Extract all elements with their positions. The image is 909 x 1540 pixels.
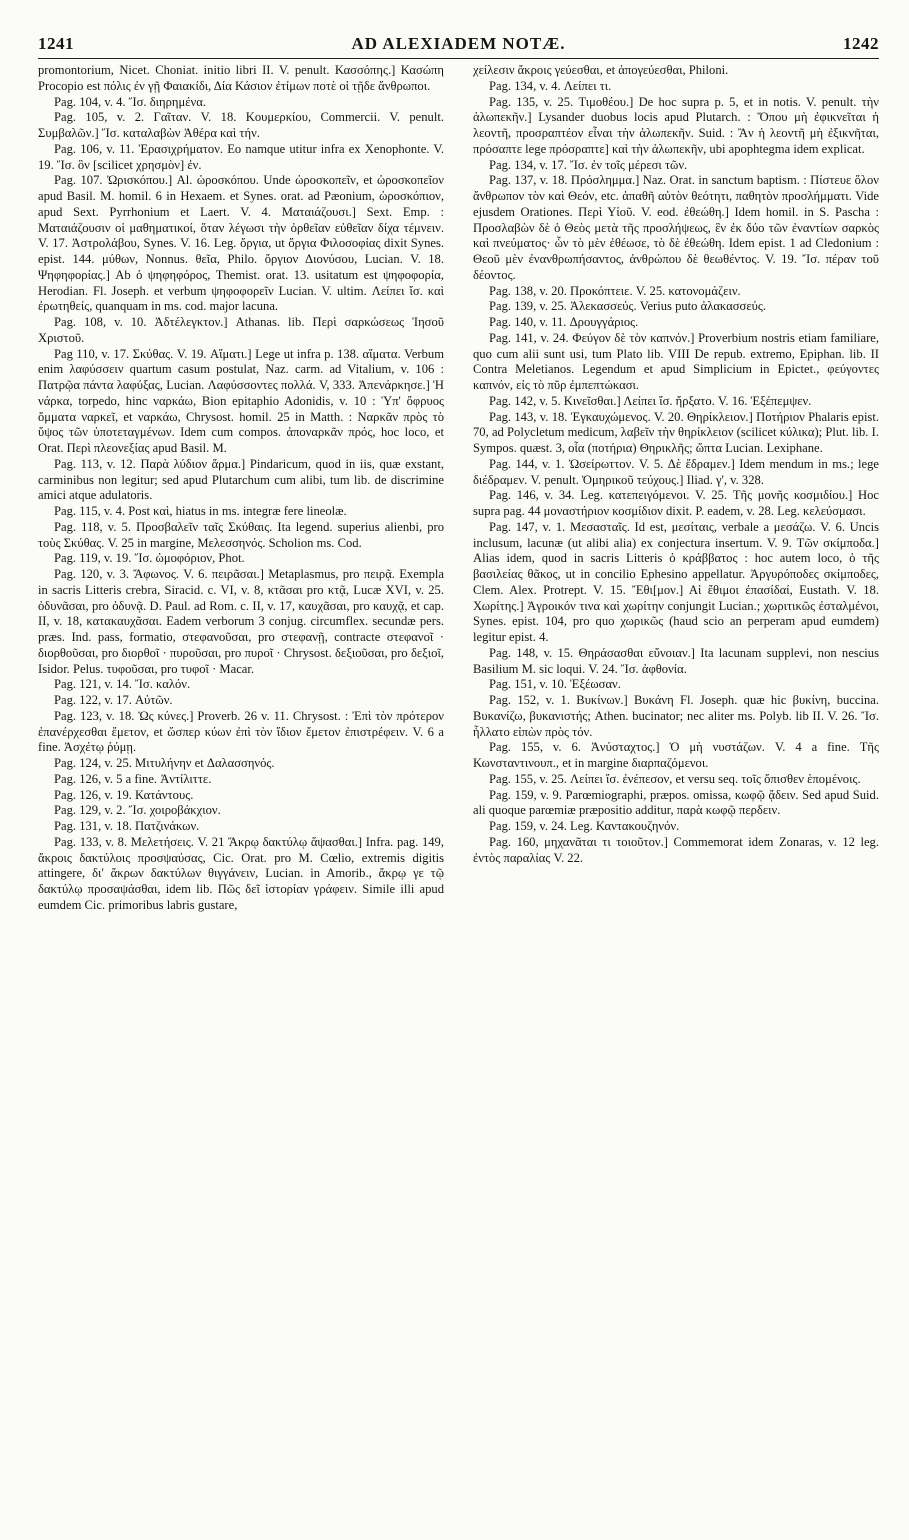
note-entry: Pag. 144, v. 1. Ὠσείρωττον. V. 5. Δὲ ἔδραμεν.] Idem mendum in ms.; lege διέδραμεν. V. penult. Ὁμηρικοῦ τεύχους.] Iliad. γ', v. 328. xyxy=(473,456,879,487)
note-entry: Pag. 104, v. 4. Ἴσ. διηρημένα. xyxy=(54,94,206,109)
note-entry: Pag. 140, v. 11. Δρουγγάριος. xyxy=(489,315,639,329)
note-entry: Pag. 123, v. 18. Ὡς κύνες.] Proverb. 26 v. 11. Chrysost. : Ἐπὶ τὸν πρότερον ἐπανέρχεσθαι ἔμετον, et ὥσπερ κύων ἐπὶ τὸν ἴδιον ἔμετον ἐπιστρέφειν. V. 6 a fine. Ἀσχέτῳ ῥύμῃ. xyxy=(38,708,444,755)
note-entry: Pag. 119, v. 19. Ἴσ. ὠμοφόριον, Phot. xyxy=(54,551,245,566)
note-entry: Pag. 155, v. 6. Ἀνύσταχτος.] Ὁ μὴ νυστάζων. V. 4 a fine. Τῆς Κωνσταντινουπ., et in margine διαρπαζόμενοι. xyxy=(473,740,879,770)
two-column-body xyxy=(38,63,879,914)
note-entry: Pag. 108, v. 10. Ἀδτέλεγκτον.] Athanas. lib. Περὶ σαρκώσεως Ἰησοῦ Χριστοῦ. xyxy=(38,315,444,345)
note-entry: Pag. 160, μηχανᾶται τι τοιοῦτον.] Commemorat idem Zonaras, v. 12 leg. ἐντὸς παραλίας V. 22. xyxy=(473,834,879,865)
page-number-left: 1241 xyxy=(38,34,74,53)
note-entry: Pag. 141, v. 24. Φεύγον δὲ τὸν καπνόν.] Proverbium nostris etiam familiare, quo cum alii sunt usi, tum Plato lib. VIII De repub. extremo, Epiphan. lib. II Contra Meletianos. Legendum et apud Simplicium in Epictet., φεύγοντες καπνόν, εἰς τὸ πῦρ ἐμπεπτώκασι. xyxy=(473,330,879,392)
note-entry: Pag. 142, v. 5. Κινεῖσθαι.] Λείπει ἴσ. ἤρξατο. V. 16. Ἐξέπεμψεν. xyxy=(489,393,812,408)
note-entry: Pag. 151, v. 10. Ἐξέωσαν. xyxy=(489,677,621,692)
note-entry: Pag. 105, v. 2. Γαῖταν. V. 18. Κουμερκίου, Commercii. V. penult. Συμβαλῶν.] Ἴσ. καταλαβὼν Ἀθέρα καὶ τήν. xyxy=(38,110,444,140)
note-entry: Pag. 147, v. 1. Μεσασταῖς. Id est, μεσίταις, verbale a μεσάζω. V. 6. Uncis inclusum, lacunæ (ut alibi alia) ex conjectura insertum. V. 9. Τῶν σκίμποδα.] Alias idem, quod in sacris Litteris ὁ κράββατος : hoc autem loco, ὁ τῆς βασιλείας θᾶκος, ut in concilio Ephesino appellatur. Ἀργυρόποδες σκίμποδες, Clem. Alex. Protrept. V. 15. Ἔθι[μον.] Αἱ ἔθιμοι ἐπασίδαί, Eustath. V. 18. Χωρίτης.] Ἀγροικόν τινα καὶ χωρίτην conjungit Lucian.; χωριτικῶς ἐσταλμένοι, Synes. epist. 104, pro quo χωρικῶς (haud scio an perperam apud eumdem) legitur epist. 4. xyxy=(473,519,879,644)
note-entry: Pag. 135, v. 25. Τιμοθέου.] De hoc supra p. 5, et in notis. V. penult. τὴν ἀλωπεκῆν.] Lysander duobus locis apud Plutarch. : Ὅπου μὴ ἐφικνεῖται ἡ λεοντῆ, προσραπτέον εἶναι τὴν ἀλωπεκῆν. Suid. : Ἂν ἡ λεοντῆ μὴ ἐξικνῆται, πρόσαπτε lege πρόσραπτε] καὶ τὴν ἀλωπεκῆν, ubi apophtegma idem explicat. xyxy=(473,94,879,156)
note-entry: Pag. 159, v. 9. Parœmiographi, præpos. omissa, κωφῷ ᾄδειν. Sed apud Suid. ali quoque parœmiæ præpositio additur, παρὰ κωφῷ περδειν. xyxy=(473,787,879,818)
note-entry: Pag. 152, v. 1. Βυκίνων.] Βυκάνη Fl. Joseph. quæ hic βυκίνη, buccina. Βυκανίζω, βυκανιστής; Athen. bucinator; nec aliter ms. Polyb. lib II. V. 26. Ἴσ. ἧλλατο εἰπὼν πρὸς τόν. xyxy=(473,693,879,739)
note-entry: Pag. 126, v. 5 a fine. Ἀντίλιττε. xyxy=(54,771,212,786)
note-entry: Pag. 120, v. 3. Ἄφωνος. V. 6. πειρᾶσαι.] Metaplasmus, pro πειρᾷ. Exempla in sacris Litteris crebra, Siracid. c. VI, v. 8, κτᾶσαι pro κτᾷ, Lucæ XVI, v. 25. ὀδυνᾶσαι, pro ὀδυνᾷ. D. Paul. ad Rom. c. II, v. 17, καυχᾶσαι, pro καυχᾷ, et cap. II, v. 18, κατακαυχᾶσαι. Eadem verborum 3 conjug. circumflex. secundæ pers. præs. Ind. pass, formatio, στεφανοῦσαι, pro στεφανῇ, contracte στεφανοῖ · διορθοῦσαι, pro διορθοῖ · πυροῦσαι, pro πυροῖ · Chrysost. δεξιοῦσαι, pro δεξιοῖ, Isidor. Pelus. τυφοῦσαι, pro τυφοῖ · Macar. xyxy=(38,567,444,676)
note-entry: Pag. 124, v. 25. Μιτυλήνην et Δαλασσηνός. xyxy=(54,756,275,770)
note-entry: Pag. 106, v. 11. Ἐρασιχρήματον. Eo namque utitur infra ex Xenophonte. V. 19. Ἴσ. ὃν [scilicet χρησμὸν] ἐν. xyxy=(38,141,444,172)
note-entry: χείλεσιν ἄκροις γεύεσθαι, et ἀπογεύεσθαι, Philoni. xyxy=(473,63,729,77)
note-entry: Pag. 133, v. 8. Μελετήσεις. V. 21 Ἄκρῳ δακτύλῳ ἅψασθαι.] Infra. pag. 149, ἄκροις δακτύλοις προσψαύσας, Cic. Orat. pro M. Cœlio, extremis digitis attingere, δι' ἄκρων δακτύλων θιγγάνειν, Lucian. in Amorib., ἄκρῳ γε τῷ δακτύλῳ προσαψάσθαι, idem lib. Πῶς δεῖ ἱστορίαν γράφειν. Simile illi apud eumdem Cic. primoribus labris gustare, xyxy=(38,834,444,912)
right-column xyxy=(473,63,879,914)
note-entry: Pag. 131, v. 18. Πατζινάκων. xyxy=(54,819,200,833)
note-entry: Pag. 113, v. 12. Παρὰ λύδιον ἅρμα.] Pindaricum, quod in iis, quæ exstant, carminibus non legitur; sed apud Plutarchum cum alibi, tum lib. de discrimine amici atque adulatoris. xyxy=(38,456,444,503)
running-header xyxy=(38,22,879,59)
note-entry: Pag. 107. Ὠρισκόπου.] Al. ὡροσκόπου. Unde ὡροσκοπεῖν, et ὡροσκοπεῖον apud Basil. M. homil. 6 in Hexaem. et Synes. orat. ad Pæonium, ὡροσκόπιον, apud Sext. Pyrrhonium et Laert. V. 4. Ματαιάζουσι.] Sext. Emp. : Ματαιάζουσιν οἱ μαθηματικοί, ὅταν λέγωσι τὴν ὀρθεῖαν εὐθεῖαν δίχα τέμνειν. V. 17. Ἀστρολάβου, Synes. V. 16. Leg. ὄργια, ut ὄργια Φιλοσοφίας dixit Synes. epist. 144. μύθων, Nonnus. θεῖα, Philo. ὄργιον Διονύσου, Lucian. V. 18. Ψηφηφορίας.] Ab ὁ ψηφηφόρος, Themist. orat. 13. usitatum est ψηφοφορία, Herodian. Fl. Joseph. et verbum ψηφοφορεῖν Lucian. V. ultim. Λείπει ἴσ. καὶ ἐρωτηθείς, quanquam in ms. cod. major lacuna. xyxy=(38,173,444,314)
note-entry: Pag. 139, v. 25. Ἀλεκασσεύς. Verius puto ἀλακασσεύς. xyxy=(489,299,766,314)
note-entry: Pag. 148, v. 15. Θηράσασθαι εὔνοιαν.] Ita lacunam supplevi, non nescius Basilium M. sic loqui. V. 24. Ἴσ. ἀφθονία. xyxy=(473,645,879,676)
note-entry: Pag. 138, v. 20. Προκόπτειε. V. 25. κατονομάζειν. xyxy=(489,283,741,298)
note-entry: Pag. 129, v. 2. Ἴσ. χοιροβάκχιον. xyxy=(54,803,221,818)
note-entry: Pag. 137, v. 18. Πρόσλημμα.] Naz. Orat. in sanctum baptism. : Πίστευε ὅλον ἄνθρωπον τὸν καὶ Θεόν, etc. ἀπαθῆ αὐτὸν θεότητι, παθητὸν προσλήμματι. Vide ejusdem Orationes. Περὶ Υἱοῦ. V. eod. ἐθεώθη.] Idem homil. in S. Pascha : Προσλαβὼν δὲ ὁ Θεὸς μετὰ τῆς προσλήψεως, ἓν ἐκ δύο τῶν ἐναντίων σαρκὸς καὶ πνεύματος· ὧν τὸ μὲν ἐθέωσε, τὸ δὲ ἐθεώθη. Idem epist. 1 ad Cledonium : Θεοῦ μὲν ἐνανθρωπήσαντος, ἀνθρώπου δὲ θεωθέντος. V. 19. Ἴσ. πέραν τοῦ δέοντος. xyxy=(473,173,879,282)
note-entry: Pag. 134, v. 4. Λείπει τι. xyxy=(489,78,612,93)
note-entry: Pag. 121, v. 14. Ἴσ. καλόν. xyxy=(54,677,191,692)
note-entry: Pag. 159, v. 24. Leg. Καντακουζηνόν. xyxy=(489,819,680,833)
note-entry: Pag. 134, v. 17. Ἴσ. ἐν τοῖς μέρεσι τῶν. xyxy=(489,157,688,172)
note-entry: Pag. 115, v. 4. Post καὶ, hiatus in ms. integræ fere lineolæ. xyxy=(54,504,347,518)
note-entry: Pag. 146, v. 34. Leg. κατεπειγόμενοι. V. 25. Τῆς μονῆς κοσμιδίου.] Hoc supra pag. 44 μοναστήριον κοσμίδιον dixit. P. eadem, v. 28. Leg. κελεύσμασι. xyxy=(473,488,879,518)
note-entry: Pag. 122, v. 17. Αὐτῶν. xyxy=(54,693,173,707)
running-title: AD ALEXIADEM NOTÆ. xyxy=(351,34,566,53)
note-entry: Pag. 143, v. 18. Ἐγκαυχώμενος. V. 20. Θηρίκλειον.] Ποτήριον Phalaris epist. 70, ad Polycletum medicum, λαβεῖν τὴν θηρίκλειον (scilicet κύλικα); Plut. lib. I. Sympos. quæst. 3, οἷα (ποτήρια) Θηρικλῆς; ὤπτα Lucian. Lexiphane. xyxy=(473,409,879,455)
note-entry: promontorium, Nicet. Choniat. initio libri II. V. penult. Κασσόπης.] Κασώπη Procopio est πόλις ἐν γῇ Φαιακίδι, Δία Κάσιον ἐτίμων ποτὲ οἱ τῇδε ἄνθρωποι. xyxy=(38,63,444,93)
left-column xyxy=(38,63,444,914)
note-entry: Pag. 155, v. 25. Λείπει ἴσ. ἐνέπεσον, et versu seq. τοῖς ὄπισθεν ἑπομένοις. xyxy=(489,771,861,786)
page-number-right: 1242 xyxy=(843,34,879,53)
note-entry: Pag 110, v. 17. Σκύθας. V. 19. Αἵματι.] Lege ut infra p. 138. αἵματα. Verbum enim λαφύσσειν quartum casum postulat, Naz. carm. ad Vitalium, v. 106 : Πατρῷα πάντα λαφύξας, Lucian. Λαφύσσοντες πολλά. V, 333. Ἀπενάρκησε.] Ἡ νάρκα, torpedo, hinc ναρκάω, Bion epitaphio Adonidis, v. 10 : Ὑπ' ὄφρυος ὄμματα ναρκεῖ, et ναρκάω, Chrysost. homil. 25 in Matth. : Ναρκᾶν πρὸς τὸ ὕψος τῶν ὑποτεταγμένων. Idem cum compos. ἀποναρκᾶν πρός, hoc loco, et Orat. Περὶ πλεονεξίας apud Basil. M. xyxy=(38,346,444,455)
note-entry: Pag. 118, v. 5. Προσβαλεῖν ταῖς Σκύθαις. Ita legend. superius alienbi, pro τοὺς Σκύθας. V. 25 in margine, Μελεσσηνός. Scholion ms. Cod. xyxy=(38,519,444,550)
note-entry: Pag. 126, v. 19. Κατάντους. xyxy=(54,787,194,802)
